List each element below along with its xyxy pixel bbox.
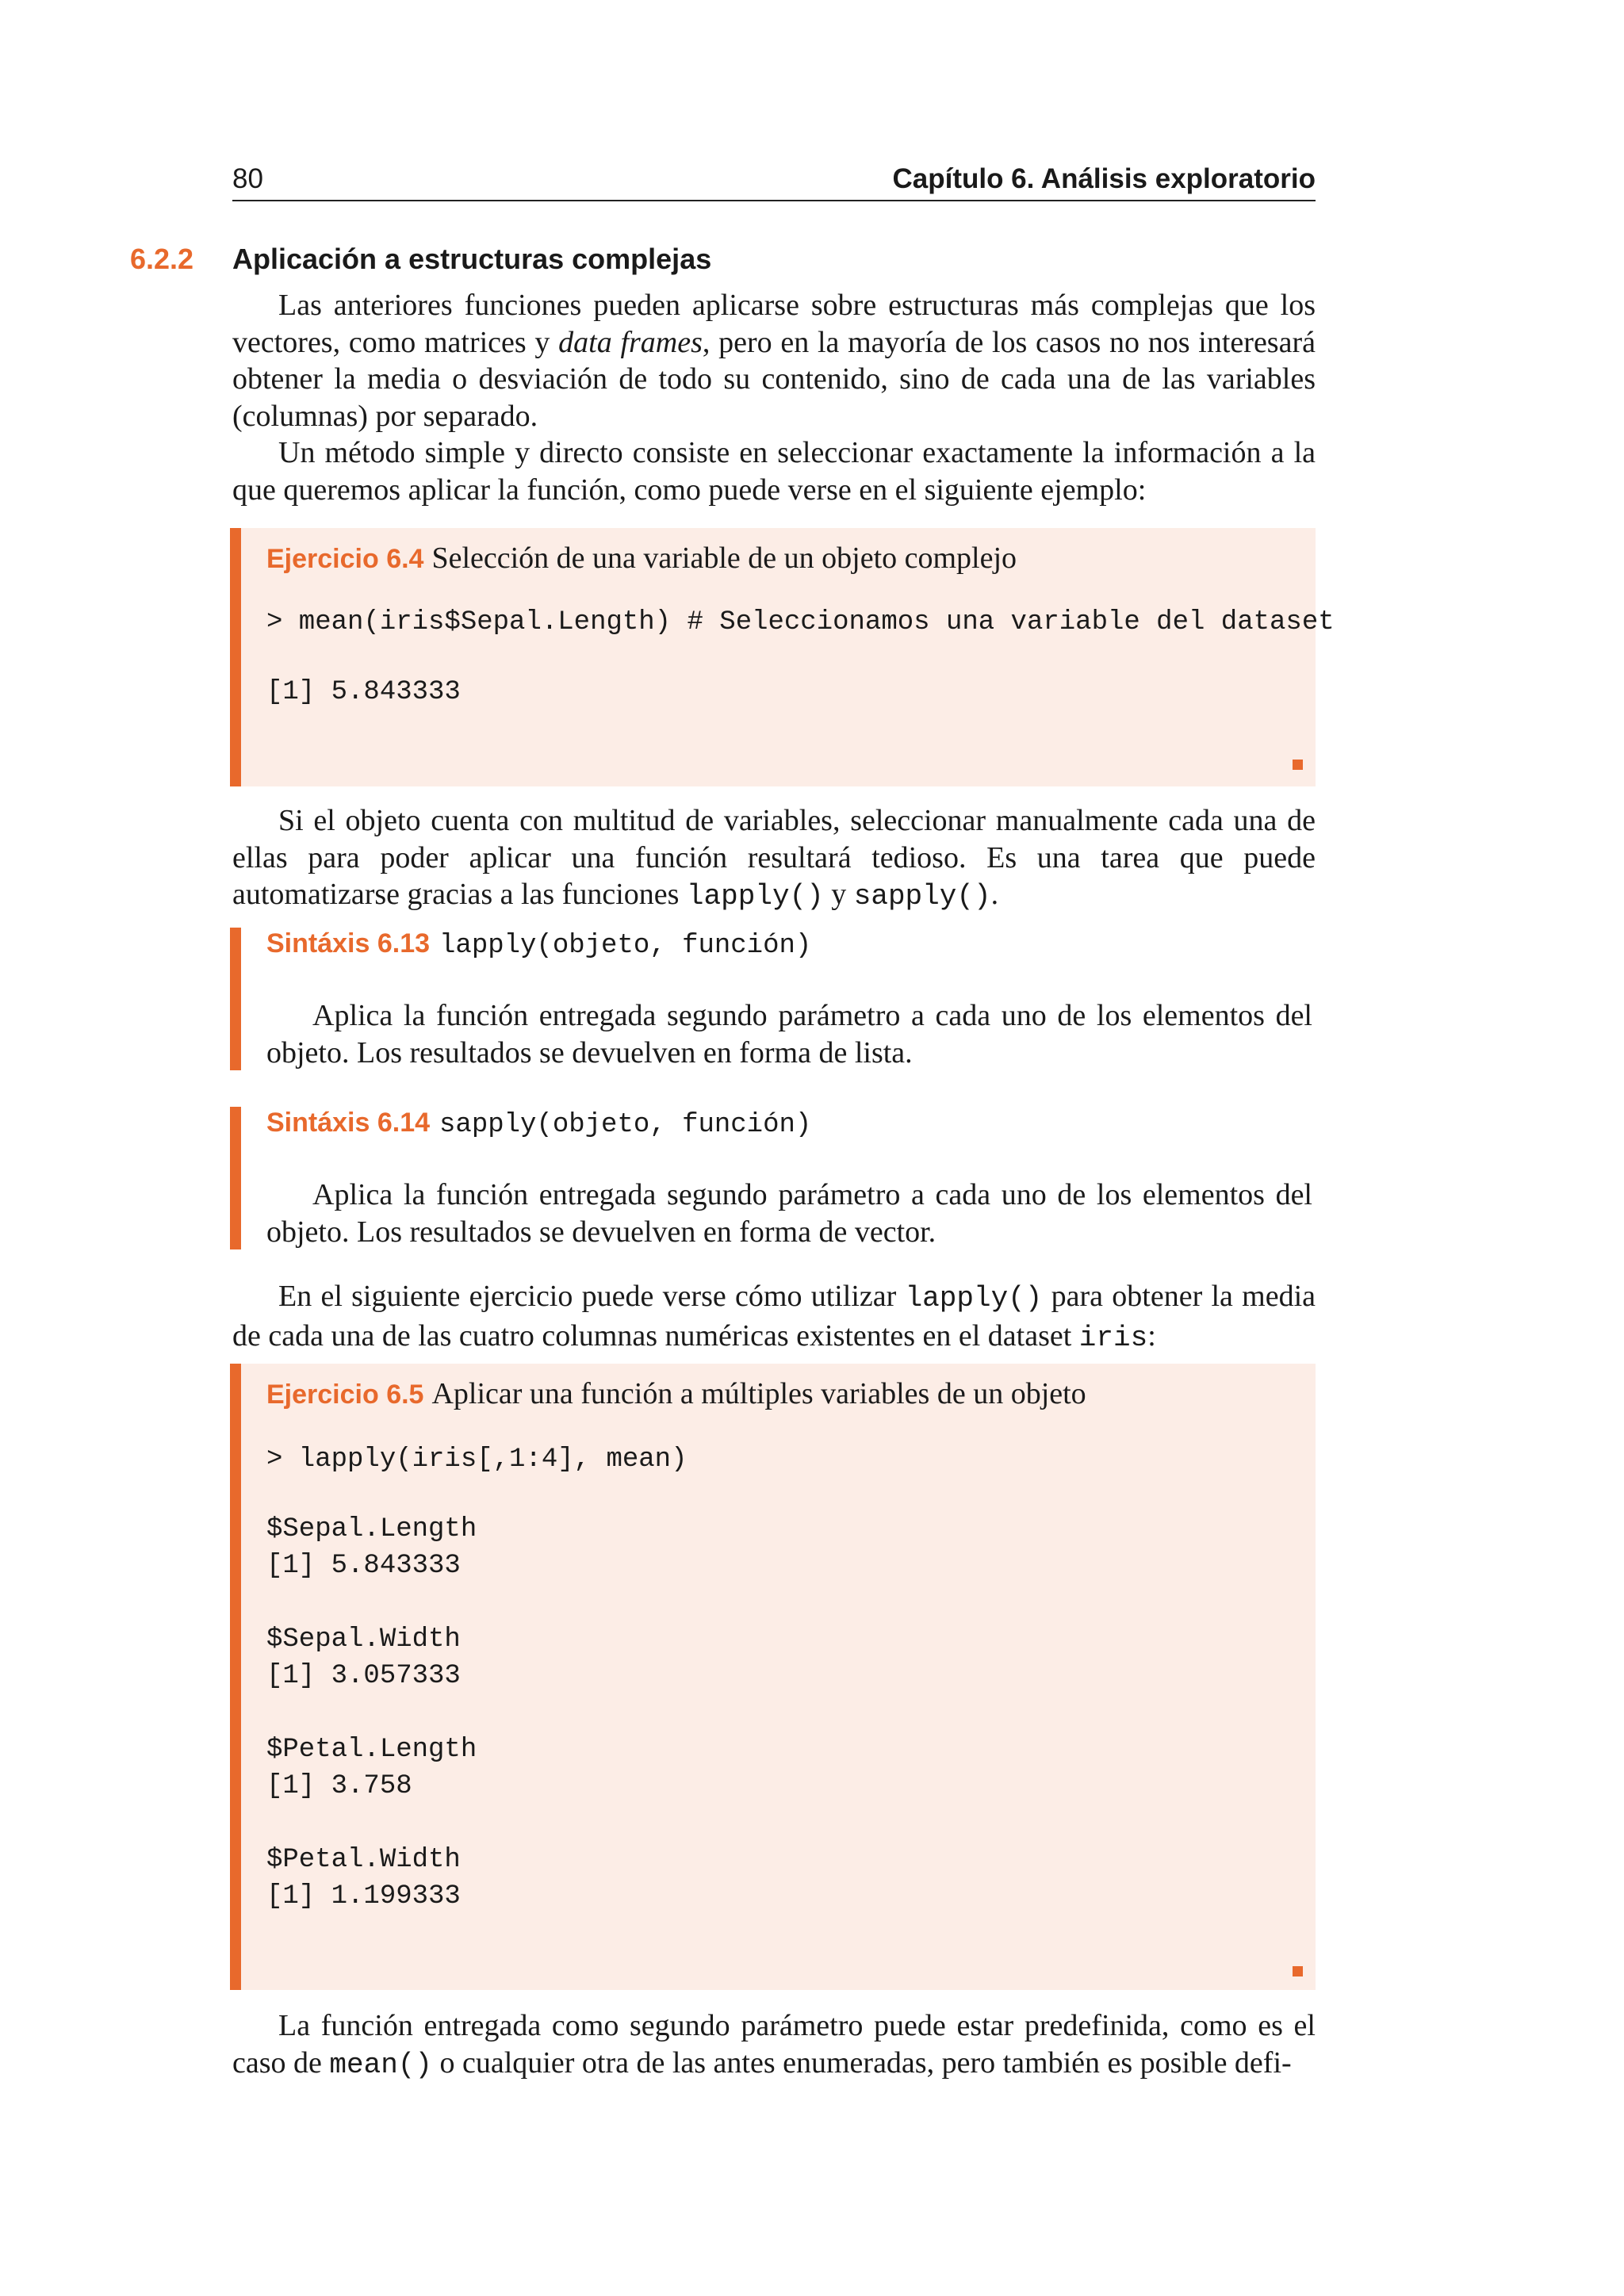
page-header: [232, 160, 1316, 201]
syntax-box-6-14: [230, 1107, 1316, 1249]
syntax-description: Aplica la función entregada segundo parámetro a cada uno de los elementos del objeto. Los resultados se devuelven en forma de vector.: [266, 1178, 1312, 1249]
section-title: Aplicación a estructuras complejas: [232, 243, 712, 275]
code-output-value: [1] 3.758: [266, 1771, 412, 1801]
paragraph-text: o cualquier otra de las antes enumeradas, pero también es posible defi-: [432, 2045, 1292, 2080]
paragraph-text: y: [823, 878, 854, 911]
exercise-label: Ejercicio 6.4: [266, 544, 424, 574]
syntax-label: Sintáxis 6.14: [266, 1108, 431, 1138]
end-of-exercise-marker: [1293, 1966, 1303, 1976]
paragraph-5: [232, 2007, 1316, 2084]
paragraph-4: [232, 1278, 1316, 1357]
code-output-value: [1] 3.057333: [266, 1661, 461, 1691]
inline-code: mean(): [329, 2048, 433, 2081]
inline-code: sapply(): [853, 880, 991, 913]
paragraph-text: Las anteriores funciones pueden aplicarse sobre estructuras más complejas que los vectores, como matrices y: [232, 289, 1316, 359]
code-output-name: $Sepal.Width: [266, 1624, 461, 1655]
paragraph-text: La función entregada como segundo parámetro puede estar predefinida, como es el caso de: [232, 2009, 1316, 2080]
paragraph-text: En el siguiente ejercicio puede verse cómo utilizar: [278, 1280, 906, 1313]
syntax-box-6-13: [230, 928, 1316, 1070]
code-output: [1] 5.843333: [266, 677, 461, 707]
paragraph-2: Un método simple y directo consiste en seleccionar exactamente la información a la que queremos aplicar la función, como puede verse en el siguiente ejemplo:: [232, 436, 1316, 507]
code-output-name: $Sepal.Length: [266, 1514, 477, 1544]
exercise-box-6-5: [230, 1364, 1316, 1990]
exercise-caption: Selección de una variable de un objeto complejo: [431, 541, 1017, 575]
page-number: 80: [232, 163, 263, 194]
paragraph-3: [232, 802, 1316, 916]
exercise-box-6-4: [230, 528, 1335, 786]
exercise-label: Ejercicio 6.5: [266, 1380, 424, 1410]
emphasis-text: data frames: [558, 325, 703, 359]
code-input: > lapply(iris[,1:4], mean): [266, 1445, 688, 1475]
syntax-signature: lapply(objeto, función): [439, 931, 812, 961]
inline-code: iris: [1078, 1321, 1148, 1354]
syntax-signature: sapply(objeto, función): [439, 1110, 812, 1140]
code-output-name: $Petal.Width: [266, 1845, 461, 1875]
exercise-title: [266, 541, 1017, 576]
section-number: 6.2.2: [130, 243, 194, 275]
paragraph-text: Si el objeto cuenta con multitud de variables, seleccionar manualmente cada una de ellas para poder aplicar una función resultará tedioso. Es una tarea que puede automatizarse gracias a las funciones: [232, 804, 1316, 911]
paragraph-text: para obtener la media de cada una de las cuatro columnas numéricas existentes en el dataset: [232, 1280, 1316, 1353]
exercise-title: [266, 1376, 1086, 1411]
paragraph-1: [232, 287, 1316, 434]
end-of-exercise-marker: [1293, 760, 1303, 770]
inline-code: lapply(): [905, 1282, 1043, 1314]
syntax-title: [266, 1108, 811, 1140]
paragraph-text: .: [990, 878, 999, 911]
exercise-caption: Aplicar una función a múltiples variables de un objeto: [431, 1377, 1086, 1410]
code-input: > mean(iris$Sepal.Length) # Seleccionamos una variable del dataset: [266, 607, 1335, 637]
paragraph-text: :: [1147, 1318, 1156, 1353]
inline-code: lapply(): [686, 880, 824, 913]
paragraph-text: , pero en la mayoría de los casos no nos interesará obtener la media o desviación de todo su contenido, sino de cada una de las variables (columnas) por separado.: [232, 325, 1316, 433]
syntax-title: [266, 928, 811, 961]
code-output-name: $Petal.Length: [266, 1735, 477, 1765]
code-output-value: [1] 1.199333: [266, 1881, 461, 1911]
code-output-value: [1] 5.843333: [266, 1551, 461, 1581]
chapter-title: Capítulo 6. Análisis exploratorio: [892, 163, 1316, 194]
syntax-label: Sintáxis 6.13: [266, 928, 431, 959]
syntax-description: Aplica la función entregada segundo parámetro a cada uno de los elementos del objeto. Los resultados se devuelven en forma de lista.: [266, 999, 1312, 1070]
